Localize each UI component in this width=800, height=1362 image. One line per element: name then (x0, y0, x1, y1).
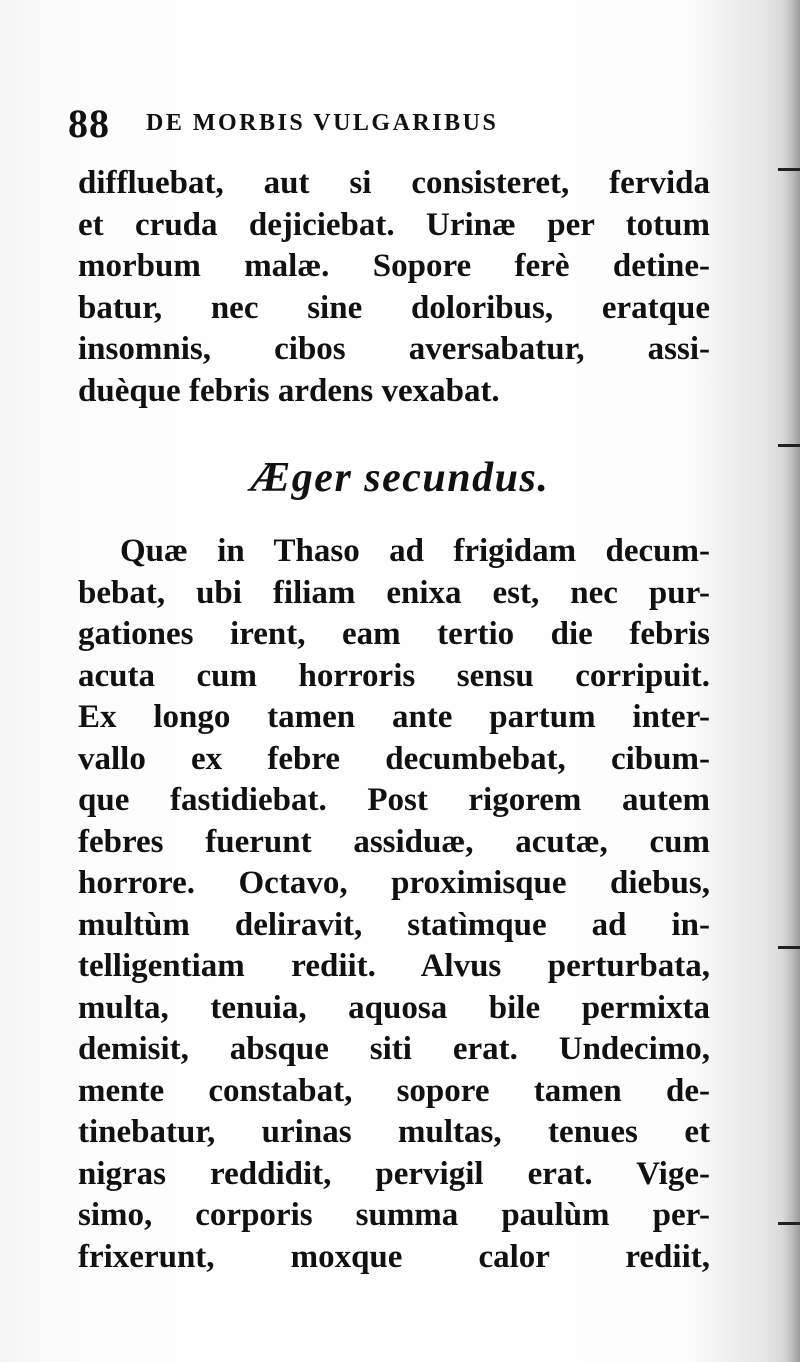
text-line: diffluebat, aut si consisteret, fervida (78, 165, 710, 201)
edge-mark (778, 946, 800, 949)
edge-mark (778, 444, 800, 447)
running-head: DE MORBIS VULGARIBUS (146, 110, 499, 136)
text-line: horrore. Octavo, proximisque diebus, (78, 865, 710, 901)
paragraph-1 (78, 163, 710, 412)
page-number: 88 (68, 101, 110, 146)
text-line: morbum malæ. Sopore ferè detine- (78, 248, 710, 284)
text-line: telligentiam rediit. Alvus perturbata, (78, 948, 710, 984)
text-line: demisit, absque siti erat. Undecimo, (78, 1031, 710, 1067)
page-edge-shadow (782, 0, 800, 1362)
edge-mark (778, 168, 800, 171)
text-line: insomnis, cibos aversabatur, assi- (78, 331, 710, 367)
text-line: tinebatur, urinas multas, tenues et (78, 1114, 710, 1150)
text-line: vallo ex febre decumbebat, cibum- (78, 740, 710, 777)
text-line: multùm deliravit, statìmque ad in- (78, 906, 710, 943)
text-line: simo, corporis summa paulùm per- (78, 1197, 710, 1233)
text-line: duèque febris ardens vexabat. (78, 372, 500, 409)
text-line: Ex longo tamen ante partum inter- (78, 699, 710, 735)
section-title: Æger secundus. (250, 455, 550, 501)
text-line: batur, nec sine doloribus, eratque (78, 289, 710, 326)
text-line: mente constabat, sopore tamen de- (78, 1072, 710, 1109)
text-line: nigras reddidit, pervigil erat. Vige- (78, 1155, 710, 1192)
text-line: multa, tenuia, aquosa bile permixta (78, 989, 710, 1026)
edge-mark (778, 1222, 800, 1225)
page-header (68, 100, 708, 150)
text-line: acuta cum horroris sensu corripuit. (78, 657, 710, 694)
text-line: bebat, ubi filiam enixa est, nec pur- (78, 574, 710, 611)
text-line: que fastidiebat. Post rigorem autem (78, 782, 710, 818)
text-line: Quæ in Thaso ad frigidam decum- (120, 533, 710, 569)
text-line: frixerunt, moxque calor rediit, (78, 1238, 710, 1275)
text-line: febres fuerunt assiduæ, acutæ, cum (78, 823, 710, 860)
text-line: et cruda dejiciebat. Urinæ per totum (78, 206, 710, 243)
paragraph-2 (78, 531, 710, 1278)
text-line: gationes irent, eam tertio die febris (78, 616, 710, 652)
